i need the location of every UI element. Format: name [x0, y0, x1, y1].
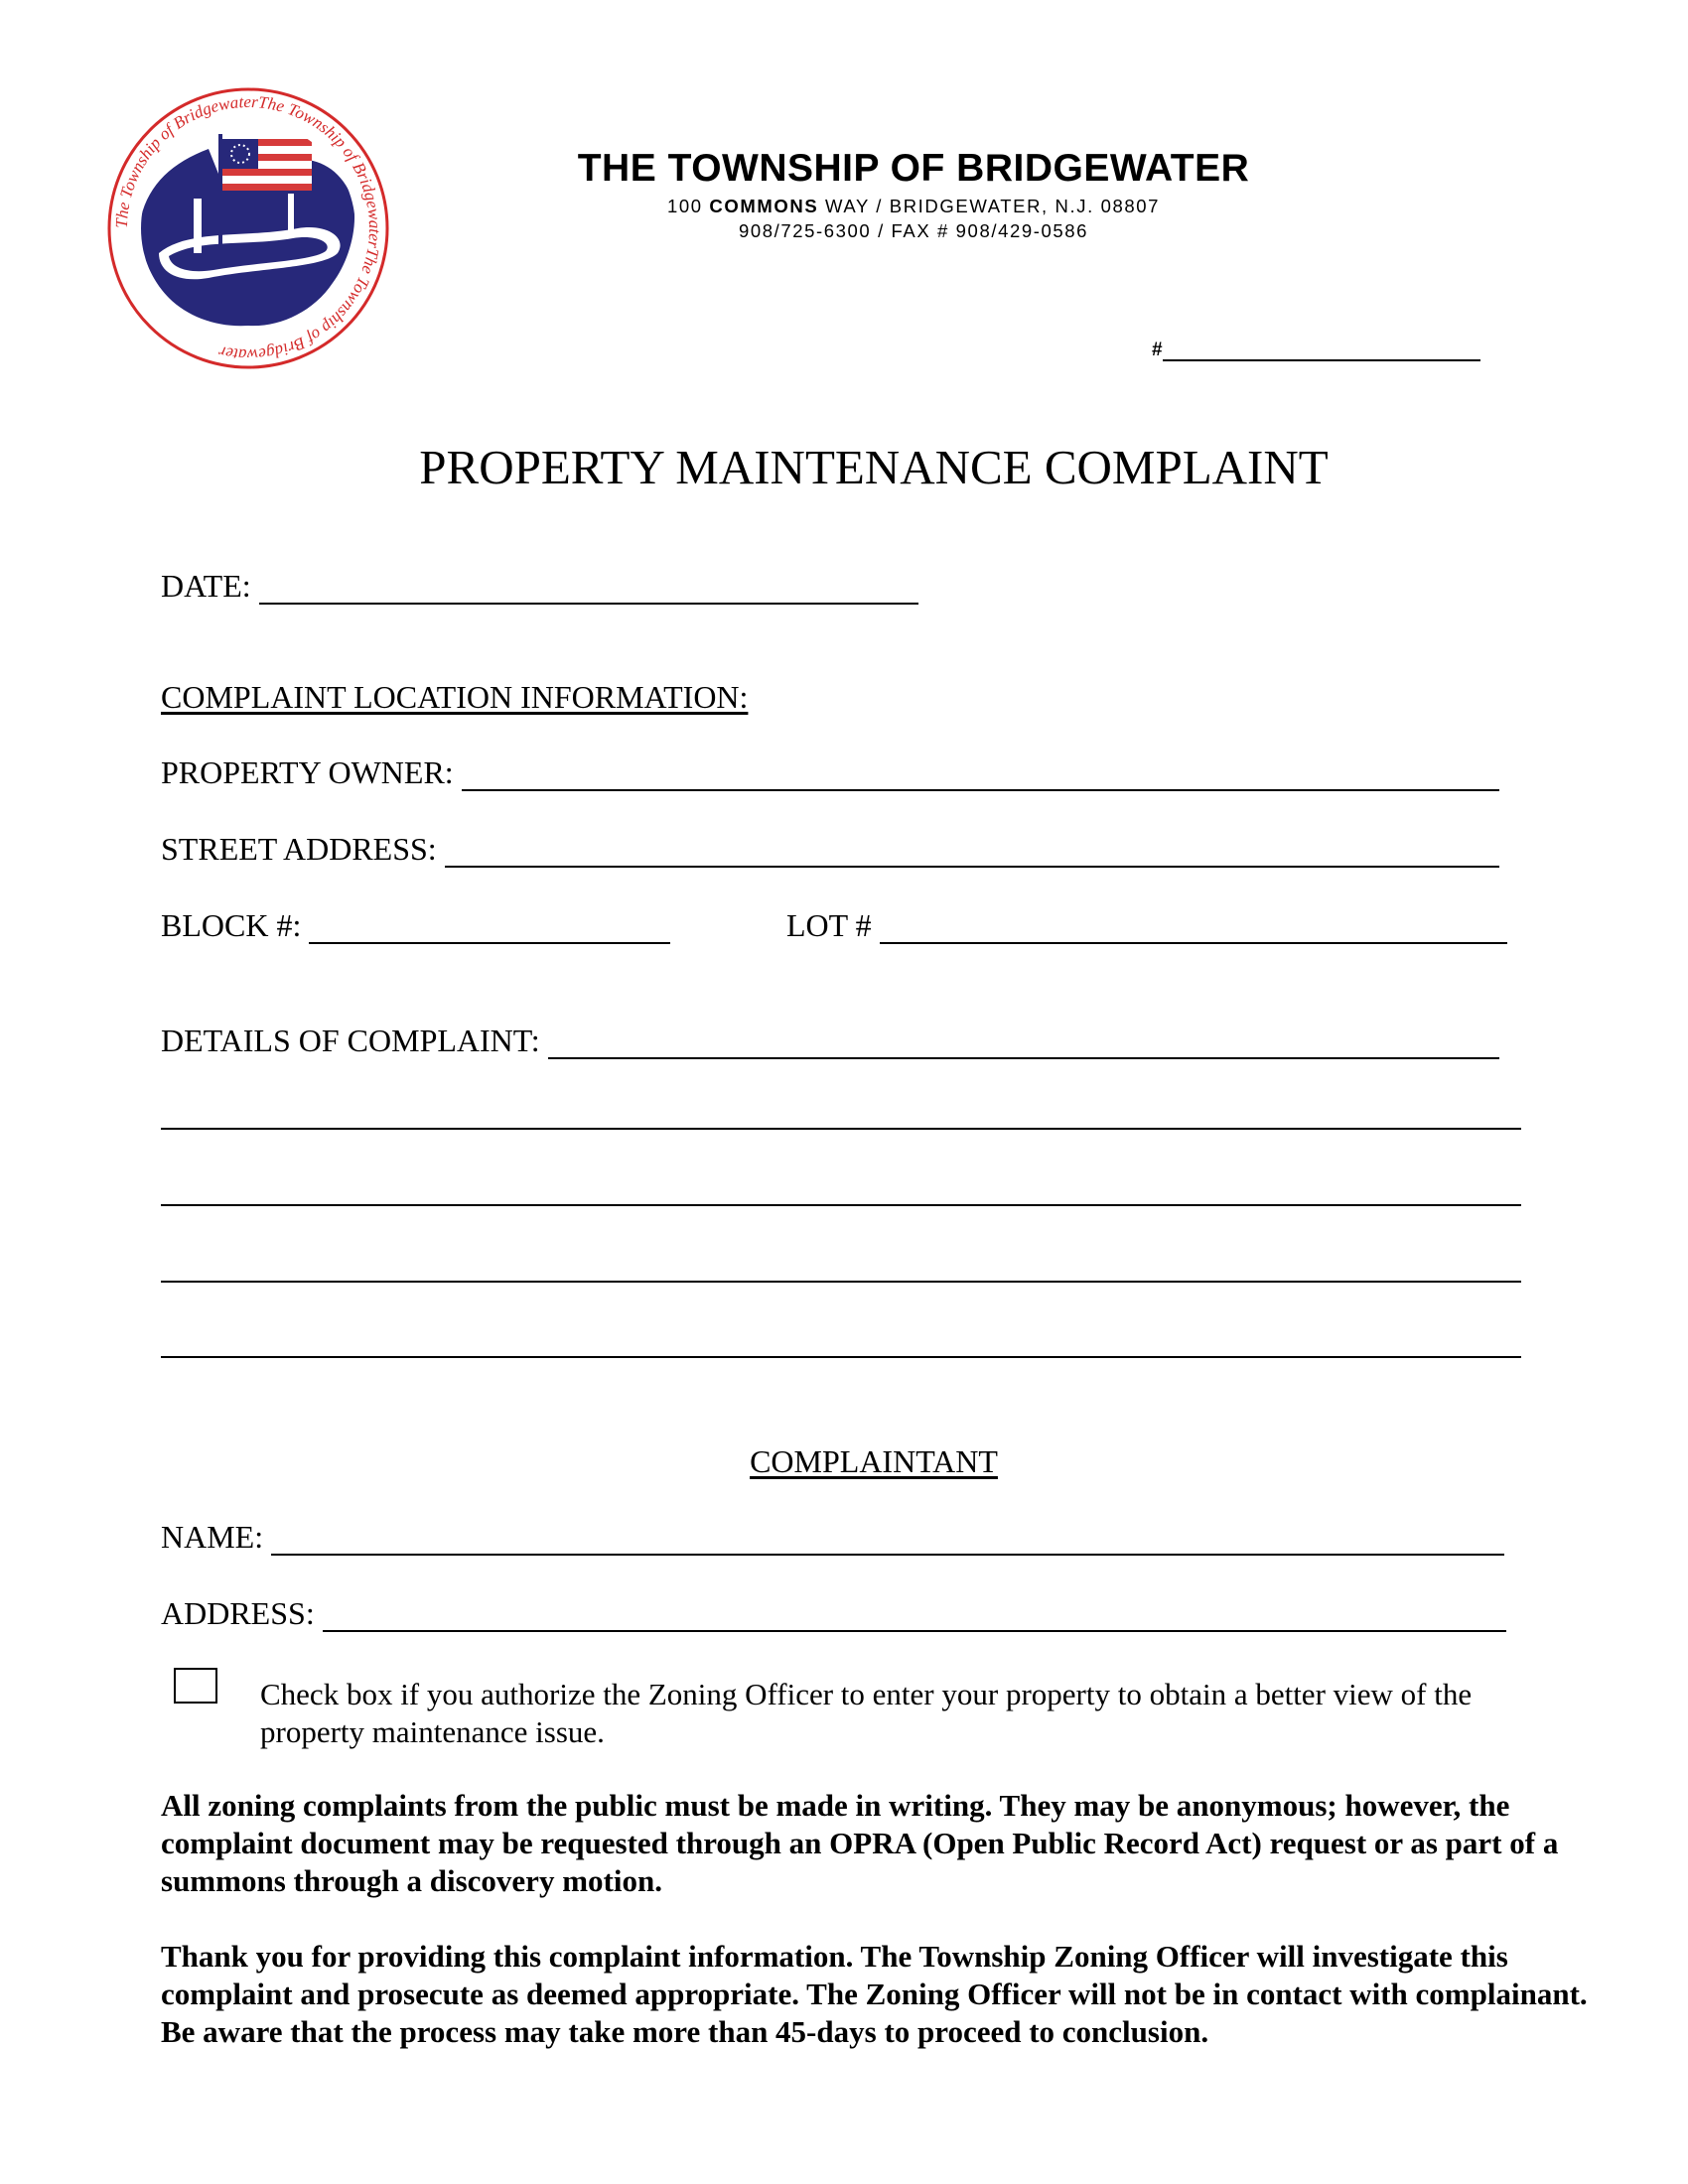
- notice-paragraph-2: Thank you for providing this complaint information. The Township Zoning Officer will investigate this complaint and prosecute as deemed appropriate. The Zoning Officer will not be in contact with complainant. Be aware that the process may take more than 45-days to proceed to conclusion.: [161, 1939, 1588, 2049]
- block-row: [161, 907, 670, 944]
- township-seal-logo: [99, 79, 397, 377]
- township-address: 100 COMMONS WAY / BRIDGEWATER, N.J. 08807: [666, 196, 1161, 216]
- details-line-4[interactable]: [161, 1281, 1521, 1283]
- location-heading: COMPLAINT LOCATION INFORMATION:: [161, 679, 749, 715]
- date-field[interactable]: [259, 573, 918, 605]
- complainant-heading: COMPLAINTANT: [750, 1443, 998, 1479]
- name-field[interactable]: [271, 1524, 1504, 1556]
- details-line-3[interactable]: [161, 1204, 1521, 1206]
- lot-row: [786, 907, 1507, 944]
- details-field[interactable]: [548, 1027, 1499, 1059]
- street-address-label: STREET ADDRESS:: [161, 831, 437, 867]
- block-label: BLOCK #:: [161, 907, 302, 943]
- name-row: [161, 1519, 1504, 1556]
- seal-ring-text: The Township of BridgewaterThe Township of BridgewaterThe Township of Bridgewater: [111, 91, 385, 365]
- address-row: [161, 1595, 1506, 1632]
- address-field[interactable]: [323, 1600, 1506, 1632]
- details-label: DETAILS OF COMPLAINT:: [161, 1023, 540, 1058]
- complaint-number-field[interactable]: [1163, 338, 1480, 361]
- lot-label: LOT #: [786, 907, 872, 943]
- property-owner-field[interactable]: [462, 759, 1499, 791]
- street-address-field[interactable]: [445, 836, 1499, 868]
- authorize-entry-checkbox[interactable]: [174, 1668, 217, 1704]
- date-row: [161, 568, 918, 605]
- street-address-row: [161, 831, 1499, 868]
- township-name: THE TOWNSHIP OF BRIDGEWATER: [577, 147, 1250, 190]
- details-line-2[interactable]: [161, 1128, 1521, 1130]
- authorize-entry-text: Check box if you authorize the Zoning Officer to enter your property to obtain a better view of the property maintenance issue.: [260, 1677, 1473, 1749]
- township-phone: 908/725-6300 / FAX # 908/429-0586: [738, 220, 1089, 241]
- lot-field[interactable]: [880, 912, 1507, 944]
- address-label: ADDRESS:: [161, 1595, 315, 1631]
- details-line-5[interactable]: [161, 1356, 1521, 1358]
- property-owner-label: PROPERTY OWNER:: [161, 754, 454, 790]
- name-label: NAME:: [161, 1519, 264, 1555]
- block-field[interactable]: [309, 912, 670, 944]
- property-owner-row: [161, 754, 1499, 791]
- form-title: PROPERTY MAINTENANCE COMPLAINT: [419, 440, 1329, 494]
- date-label: DATE:: [161, 568, 251, 604]
- details-row: [161, 1023, 1499, 1059]
- complaint-number-row: [1152, 338, 1480, 361]
- notice-paragraph-1: All zoning complaints from the public must be made in writing. They may be anonymous; however, the complaint document may be requested through an OPRA (Open Public Record Act) request or as part of a summons through a discovery motion.: [161, 1788, 1559, 1898]
- complaint-number-label: #: [1152, 340, 1163, 360]
